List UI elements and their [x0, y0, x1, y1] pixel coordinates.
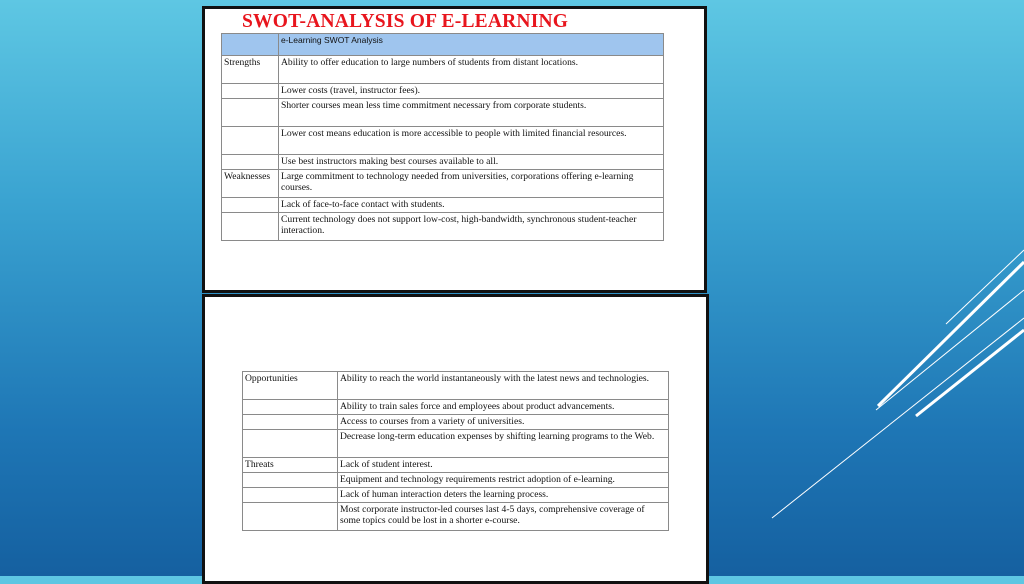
- table-row: [222, 198, 664, 213]
- table-row: [243, 415, 669, 430]
- table-row: [243, 473, 669, 488]
- description-cell: Lower cost means education is more accessible to people with limited financial resources.: [279, 127, 664, 155]
- category-cell: [243, 400, 338, 415]
- description-cell: Current technology does not support low-cost, high-bandwidth, synchronous student-teacher interaction.: [279, 213, 664, 241]
- table-row: [222, 84, 664, 99]
- table-row: [222, 127, 664, 155]
- category-cell: [243, 430, 338, 458]
- description-cell: Lower costs (travel, instructor fees).: [279, 84, 664, 99]
- description-cell: Ability to reach the world instantaneously with the latest news and technologies.: [338, 372, 669, 400]
- category-cell: [222, 213, 279, 241]
- table-row: [222, 170, 664, 198]
- description-cell: Large commitment to technology needed from universities, corporations offering e-learning courses.: [279, 170, 664, 198]
- category-cell: [243, 503, 338, 531]
- category-cell: Weaknesses: [222, 170, 279, 198]
- table-row: [222, 213, 664, 241]
- category-cell: Opportunities: [243, 372, 338, 400]
- table-row: [243, 400, 669, 415]
- slide-title: SWOT-ANALYSIS OF E-LEARNING: [242, 11, 569, 32]
- description-cell: Ability to train sales force and employees about product advancements.: [338, 400, 669, 415]
- category-cell: [222, 198, 279, 213]
- swot-table-strengths-weaknesses: [221, 33, 664, 241]
- category-cell: Strengths: [222, 56, 279, 84]
- header-title-cell: e-Learning SWOT Analysis: [279, 34, 664, 56]
- description-cell: Ability to offer education to large numbers of students from distant locations.: [279, 56, 664, 84]
- decorative-line: [946, 250, 1024, 324]
- table-row: [222, 99, 664, 127]
- table-row: [222, 155, 664, 170]
- decorative-line: [878, 262, 1024, 406]
- category-cell: [243, 473, 338, 488]
- description-cell: Use best instructors making best courses available to all.: [279, 155, 664, 170]
- description-cell: Lack of face-to-face contact with students.: [279, 198, 664, 213]
- table-header-row: [222, 34, 664, 56]
- header-category-cell: [222, 34, 279, 56]
- table-row: [243, 503, 669, 531]
- description-cell: Most corporate instructor-led courses last 4-5 days, comprehensive coverage of some topics could be lost in a shorter e-course.: [338, 503, 669, 531]
- description-cell: Lack of human interaction deters the learning process.: [338, 488, 669, 503]
- swot-table-opportunities-threats: [242, 371, 669, 531]
- table-row: [243, 488, 669, 503]
- category-cell: [222, 127, 279, 155]
- description-cell: Lack of student interest.: [338, 458, 669, 473]
- description-cell: Shorter courses mean less time commitment necessary from corporate students.: [279, 99, 664, 127]
- category-cell: [243, 488, 338, 503]
- category-cell: Threats: [243, 458, 338, 473]
- category-cell: [222, 99, 279, 127]
- description-cell: Access to courses from a variety of universities.: [338, 415, 669, 430]
- table-row: [243, 458, 669, 473]
- table-row: [243, 372, 669, 400]
- description-cell: Decrease long-term education expenses by shifting learning programs to the Web.: [338, 430, 669, 458]
- swot-top-panel: [202, 6, 707, 293]
- category-cell: [243, 415, 338, 430]
- table-row: [222, 56, 664, 84]
- decorative-line: [916, 330, 1024, 416]
- swot-bottom-panel: [202, 294, 709, 584]
- description-cell: Equipment and technology requirements restrict adoption of e-learning.: [338, 473, 669, 488]
- decorative-line: [772, 318, 1024, 518]
- decorative-line: [876, 290, 1024, 410]
- table-row: [243, 430, 669, 458]
- category-cell: [222, 84, 279, 99]
- category-cell: [222, 155, 279, 170]
